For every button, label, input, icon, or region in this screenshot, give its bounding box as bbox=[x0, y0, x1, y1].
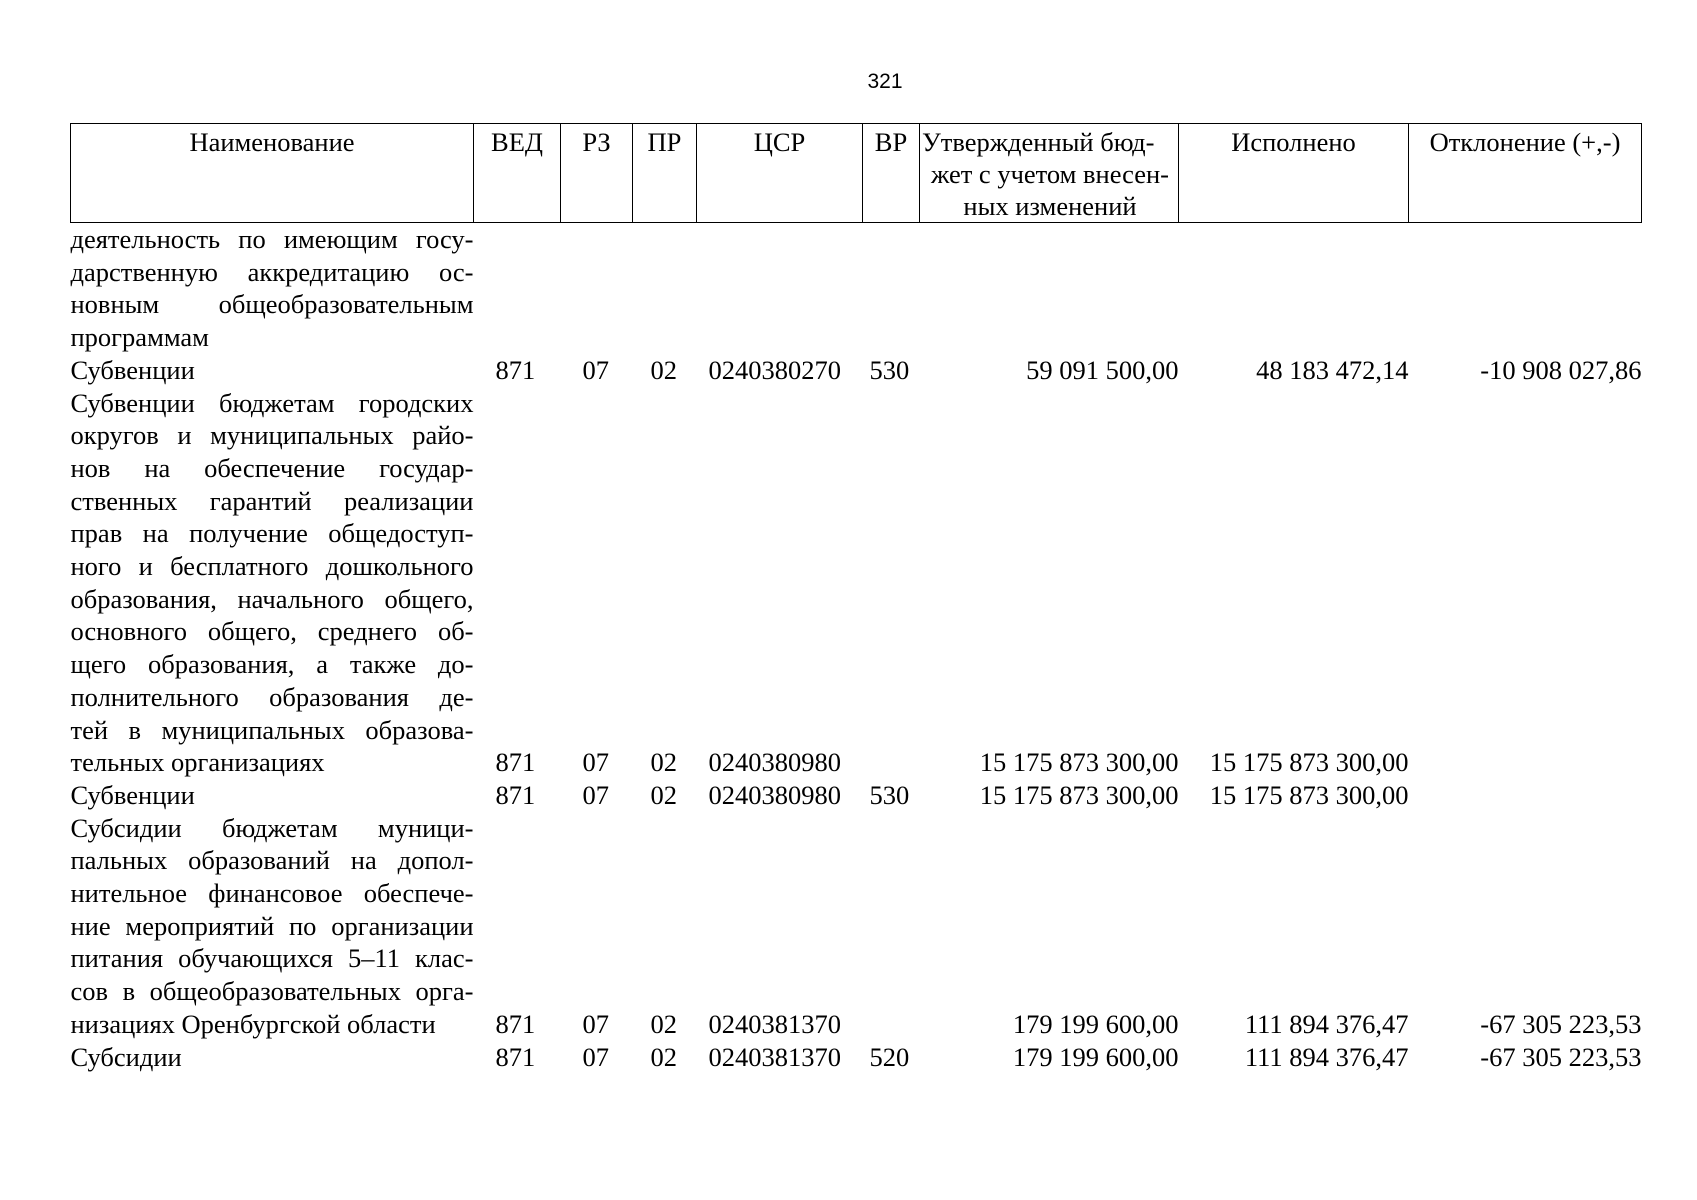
csr-cell: 0240381370 bbox=[708, 1041, 841, 1072]
name-line: основного общего, среднего об- bbox=[70, 616, 474, 647]
name-line: Субвенции bbox=[70, 779, 195, 810]
rz-cell: 07 bbox=[582, 747, 609, 778]
pr-cell: 02 bbox=[650, 747, 677, 778]
header-pr: ПР bbox=[633, 124, 697, 223]
csr-cell: 0240381370 bbox=[708, 1008, 841, 1039]
vr-cell: 530 bbox=[869, 354, 910, 385]
name-line: Субсидии bbox=[70, 1041, 182, 1072]
deviation-cell bbox=[1409, 779, 1642, 812]
executed-cell: 15 175 873 300,00 bbox=[1209, 747, 1409, 778]
header-approved-budget-line-3: ных изменений bbox=[963, 191, 1137, 221]
page-number: 321 bbox=[867, 70, 903, 93]
name-line: округов и муниципальных райо- bbox=[70, 420, 474, 451]
name-line: тельных организациях bbox=[70, 747, 325, 778]
pr-cell: 02 bbox=[650, 779, 677, 810]
approved-budget-cell: 179 199 600,00 bbox=[1012, 1008, 1179, 1039]
executed-cell: 48 183 472,14 bbox=[1256, 354, 1409, 385]
header-approved-budget-line-1: Утвержденный бюд- bbox=[922, 127, 1155, 157]
name-line: новным общеобразовательным bbox=[70, 289, 474, 320]
name-line: образования, начального общего, bbox=[70, 583, 474, 614]
rz-cell: 07 bbox=[582, 1041, 609, 1072]
csr-cell: 0240380980 bbox=[708, 779, 841, 810]
header-name: Наименование bbox=[71, 124, 474, 223]
executed-cell: 111 894 376,47 bbox=[1244, 1008, 1409, 1039]
ved-cell: 871 bbox=[495, 354, 536, 385]
name-line: пальных образований на допол- bbox=[70, 845, 474, 876]
name-line: нов на обеспечение государ- bbox=[70, 452, 474, 483]
name-cell bbox=[71, 1041, 474, 1074]
approved-budget-cell: 179 199 600,00 bbox=[1012, 1041, 1179, 1072]
table-row bbox=[71, 1041, 1642, 1074]
ved-cell: 871 bbox=[495, 779, 536, 810]
table-header bbox=[71, 124, 1642, 223]
name-line: прав на получение общедоступ- bbox=[70, 518, 474, 549]
deviation-cell: -10 908 027,86 bbox=[1480, 354, 1642, 385]
header-approved-budget-line-2: жет с учетом внесен- bbox=[931, 159, 1169, 189]
csr-cell bbox=[697, 223, 863, 354]
csr-cell: 0240380270 bbox=[708, 354, 841, 385]
executed-cell: 111 894 376,47 bbox=[1244, 1041, 1409, 1072]
executed-cell: 15 175 873 300,00 bbox=[1209, 779, 1409, 810]
vr-cell bbox=[863, 223, 920, 354]
vr-cell: 520 bbox=[869, 1041, 910, 1072]
name-cell bbox=[71, 779, 474, 812]
csr-cell: 0240380980 bbox=[708, 747, 841, 778]
pr-cell: 02 bbox=[650, 354, 677, 385]
name-line: ственных гарантий реализации bbox=[70, 485, 474, 516]
name-line: ние мероприятий по организации bbox=[70, 910, 474, 941]
table-body bbox=[71, 223, 1642, 1074]
name-cell bbox=[71, 387, 474, 779]
name-line: деятельность по имеющим госу- bbox=[70, 224, 474, 254]
header-executed: Исполнено bbox=[1179, 124, 1409, 223]
pr-cell: 02 bbox=[650, 1008, 677, 1039]
name-cell bbox=[71, 223, 474, 354]
header-row bbox=[71, 124, 1642, 223]
approved-budget-cell bbox=[920, 223, 1179, 354]
rz-cell: 07 bbox=[582, 354, 609, 385]
header-approved-budget bbox=[920, 124, 1179, 223]
pr-cell: 02 bbox=[650, 1041, 677, 1072]
header-csr: ЦСР bbox=[697, 124, 863, 223]
header-rz: РЗ bbox=[561, 124, 633, 223]
name-line: полнительного образования де- bbox=[70, 681, 474, 712]
rz-cell: 07 bbox=[582, 1008, 609, 1039]
pr-cell bbox=[633, 223, 697, 354]
name-line: сов в общеобразовательных орга- bbox=[70, 976, 474, 1007]
name-line: Субсидии бюджетам муници- bbox=[70, 812, 474, 843]
name-line: нительное финансовое обеспече- bbox=[70, 878, 474, 909]
executed-cell bbox=[1179, 223, 1409, 354]
name-cell bbox=[71, 812, 474, 1041]
vr-cell: 530 bbox=[869, 779, 910, 810]
name-line: низациях Оренбургской области bbox=[70, 1008, 436, 1039]
deviation-cell: -67 305 223,53 bbox=[1480, 1008, 1642, 1039]
header-ved: ВЕД bbox=[474, 124, 561, 223]
header-deviation: Отклонение (+,-) bbox=[1409, 124, 1642, 223]
approved-budget-cell: 15 175 873 300,00 bbox=[979, 747, 1179, 778]
name-line: программам bbox=[70, 322, 209, 353]
ved-cell: 871 bbox=[495, 1041, 536, 1072]
table-row bbox=[71, 223, 1642, 354]
vr-cell bbox=[863, 387, 920, 779]
ved-cell: 871 bbox=[495, 1008, 536, 1039]
table-row bbox=[71, 779, 1642, 812]
header-vr: ВР bbox=[863, 124, 920, 223]
name-line: питания обучающихся 5–11 клас- bbox=[70, 943, 474, 974]
approved-budget-cell: 15 175 873 300,00 bbox=[979, 779, 1179, 810]
table-row bbox=[71, 387, 1642, 779]
table-row bbox=[71, 354, 1642, 387]
rz-cell: 07 bbox=[582, 779, 609, 810]
name-line: Субвенции бюджетам городских bbox=[70, 387, 474, 418]
ved-cell bbox=[474, 223, 561, 354]
deviation-cell bbox=[1409, 387, 1642, 779]
name-line: дарственную аккредитацию ос- bbox=[70, 256, 474, 287]
deviation-cell: -67 305 223,53 bbox=[1480, 1041, 1642, 1072]
deviation-cell bbox=[1409, 223, 1642, 354]
rz-cell bbox=[561, 223, 633, 354]
name-line: ного и бесплатного дошкольного bbox=[70, 551, 474, 582]
name-line: тей в муниципальных образова- bbox=[70, 714, 474, 745]
table-row bbox=[71, 812, 1642, 1041]
ved-cell: 871 bbox=[495, 747, 536, 778]
name-line: Субвенции bbox=[70, 354, 195, 385]
name-line: щего образования, а также до- bbox=[70, 649, 474, 680]
approved-budget-cell: 59 091 500,00 bbox=[1026, 354, 1179, 385]
name-cell bbox=[71, 354, 474, 387]
vr-cell bbox=[863, 812, 920, 1041]
budget-execution-table bbox=[70, 123, 1642, 1073]
